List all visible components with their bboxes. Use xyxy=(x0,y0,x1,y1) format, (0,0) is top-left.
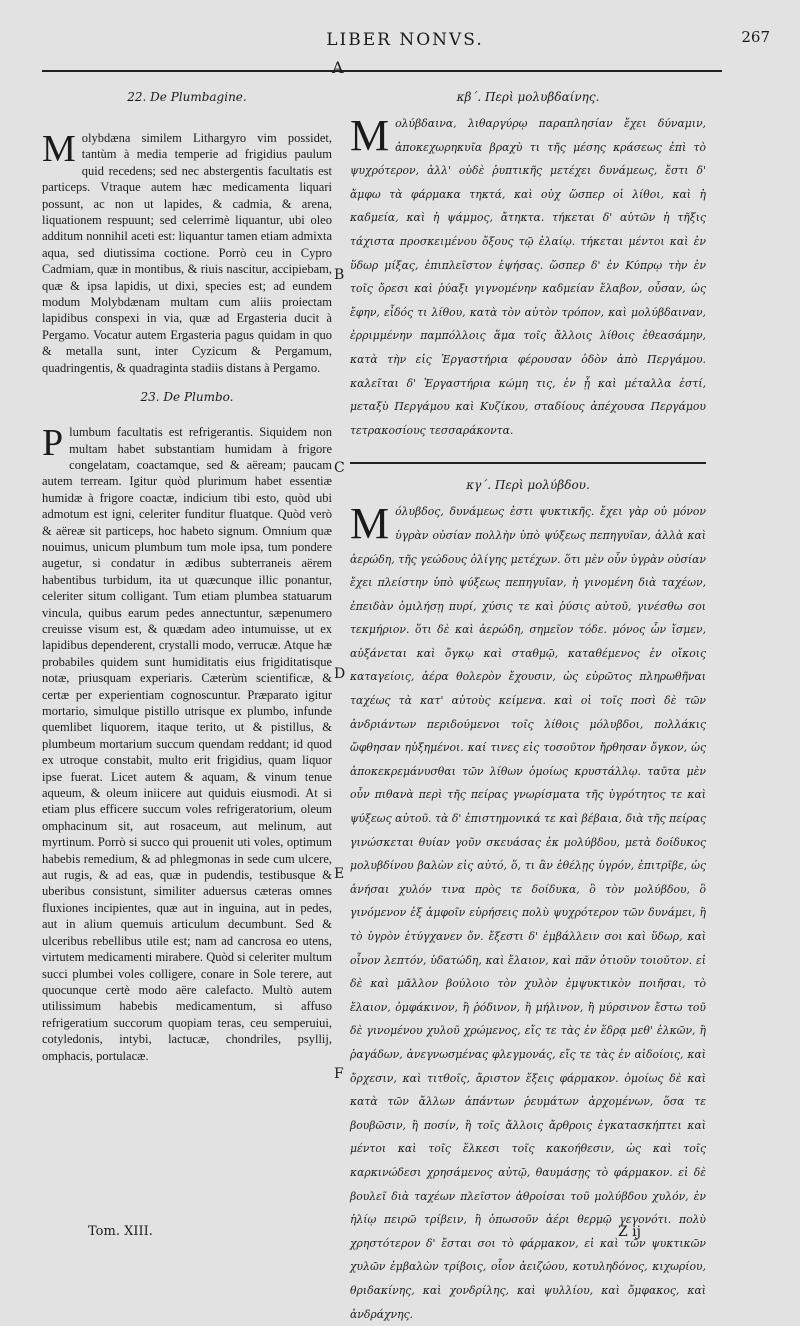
latin-section-title: 23. De Plumbo. xyxy=(140,390,234,405)
latin-section-text xyxy=(42,130,332,376)
latin-paragraph: lumbum facultatis est refrigerantis. Siquidem non multam habet substantiam humidam à frigore congelatam, coactamque, sed & aëream; paucam autem terream. Igitur quòd plurimum habet essentiæ humidæ à frigore coactæ, indicium tibi esto, quòd ubi admotum est igni, celeriter funditur fluatque. Quòd verò & aëreæ sit particeps, hoc habeto signum. Omnium quæ nouimus, unicum plumbum tum mole ipsa, tum pondere augetur, si condatur in ædibus subterraneis aërem habentibus turbidum, ita ut quæcunque illic ponantur, celeriter situm colligant. Tum etiam plumbea statuarum vincula, quibus earum pedes annectuntur, sæpenumero creuisse visum est, & quædam adeo intumuisse, ut ex lapidibus dependerent, crystalli modo, verrucæ. Atque hæ probabiles quidem sunt humiditatis eius frigiditatisque notæ, priusquam experiaris. Cæterùm scientificæ, & certæ per experientiam cognoscuntur. Præparato igitur mortario, simulque pistillo utrisque ex plumbo, infunde quemlibet liquorem, itaque terito, ut & pistillus, & plumbeum mortarium succum quendam reddant; id quod ex utroque constabit, multo erit frigidius, quam liquor ipse fuerat. Licet autem & aquam, & vinum tenue aqueum, & oleum iniicere aut quiduis eiusmodi. At si etiam plus efficere succum voles refrigeratorium, oleum omphacinum sit, aut rosaceum, aut melinum, aut myrtinum. Porrò si succo qui prouenit uti voles, optimum habebis remedium, & ad phlegmonas in sede cum ulcere, aut rugis, & ad eas, quæ in pudendis, testibusque & uberibus consistunt, similiter aduersus cæteras omnes fluxiones incipientes, quæ aut in inguina, aut in pedes, aut in alium quemuis articulum decumbunt. Sed & ulceribus rebellibus utile est; nam ad cancrosa eo utens, virtutem medicamenti mirabere. Quòd si celeriter multum succi plumbei voles colligere, conare in Sole terere, aut quocunque certè modo aëre calefacto. Multò autem utilissimum habebis medicamentum, si affuso refrigeratium succorum quopiam teras, ceu semperuiui, cotyledonis, intybi, lactucæ, chondriles, psyllij, omphacis, portulacæ. xyxy=(42,425,332,1063)
drop-cap: P xyxy=(42,422,64,465)
page-number: 267 xyxy=(741,28,770,46)
drop-cap: Μ xyxy=(350,499,390,549)
margin-letter-d: D xyxy=(334,666,346,682)
greek-section-title: κγ΄. Περὶ μολύβδου. xyxy=(466,478,590,493)
latin-paragraph: olybdæna similem Lithargyro vim possidet, tantùm à media temperie ad frigidius paulum quid recedens; sed nec abstergentis facultatis est particeps. Vtraque autem hæc medicamenta liquari possunt, ac non ut lapides, & cadmia, & arena, liquationem respuunt; sed celerrimè liquantur, ubi oleo additum nonnihil aceti est: liquantur tamen etiam admixta aqua, sed diutissima coctione. Porrò ceu in Cypro Cadmiam, quæ in montibus, & riuis nascitur, accipiebam, quæ & ipsa lapidis, ut dixi, species est; ad eundem modum Molybdænam multam cum aliis proiectam lapidibus conspexi in via, quæ ad Ergasteria ducit à Pergamo. Vocatur autem Ergasteria pagus quidam in quo & metalla sunt, inter Cyzicum & Pergamum, quadringentis, & quadraginta stadiis distans à Pergamo. xyxy=(42,131,332,375)
greek-column xyxy=(350,90,706,1326)
margin-letter-f: F xyxy=(334,1066,344,1082)
greek-section-text xyxy=(350,500,706,1326)
greek-section-title: κβ΄. Περὶ μολυβδαίνης. xyxy=(456,90,600,104)
section-rule xyxy=(350,462,706,464)
greek-paragraph: ολύβδαινα, λιθαργύρῳ παραπλησίαν ἔχει δύναμιν, ἀποκεχωρηκυῖα βραχὺ τι τῆς μέσης κράσεως ἐπὶ τὸ ψυχρότερον, ἀλλ' οὐδὲ ῥυπτικῆς μετέχει δυνάμεως, ἔστι δ' ἄμφω τὰ φάρμακα τηκτά, καὶ οὐχ ὥσπερ οἱ λίθοι, καὶ ἡ καδμεία, καὶ ἡ ψάμμος, ἄτηκτα. τήκεται δ' αὐτῶν ἡ τῆξις τάχιστα προσκειμένου ὄξους τῷ ἐλαίῳ. τήκεται μέντοι καὶ ἐν ὕδωρ μίξας, ἐπιπλεῖστον ἑψήσας. ὥσπερ δ' ἐν Κύπρῳ τὴν ἐν τοῖς ὄρεσι καὶ ῥύαξι γιγνομένην καδμείαν ἔλαβον, οὖσαν, ὡς ἔφην, εἶδός τι λίθου, κατὰ τὸν αὐτὸν τρόπον, καὶ μολύβδαιναν, ἐρριμμένην παμπόλλοις ἅμα τοῖς ἄλλοις λίθοις ἐθεασάμην, κατὰ τὴν εἰς Ἐργαστήρια φέρουσαν ὁδὸν ἀπὸ Περγάμου. καλεῖται δ' Ἐργαστήρια κώμη τις, ἐν ᾗ καὶ μέταλλα ἐστί, μεταξὺ Περγάμου καὶ Κυζίκου, σταδίους ἀπέχουσα Περγάμου τετρακοσίους τεσσαράκοντα. xyxy=(350,117,706,437)
greek-section-text xyxy=(350,112,706,442)
drop-cap: M xyxy=(42,128,76,170)
header-rule xyxy=(42,70,722,72)
running-head: LIBER NONVS. xyxy=(326,30,484,50)
drop-cap: Μ xyxy=(350,111,390,160)
greek-paragraph: όλυβδος, δυνάμεως ἐστι ψυκτικῆς. ἔχει γὰρ οὐ μόνον ὑγρὰν οὐσίαν πολλὴν ὑπὸ ψύξεως πεπηγυῖαν, ἀλλὰ καὶ ἀερώδη, τῆς γεώδους ὀλίγης μετέχων. ὅτι μὲν οὖν ὑγρὰν οὐσίαν ἔχει πλείστην ὑπὸ ψύξεως πεπηγυῖαν, ἡ γινομένη διὰ ταχέων, ἐπειδὰν ὁμιλήσῃ πυρί, χύσις τε καὶ ῥύσις αὐτοῦ, γινέσθω σοι τεκμήριον. ὅτι δὲ καὶ ἀερώδη, σημεῖον τόδε. μόνος ὧν ἴσμεν, αὐξάνεται καὶ ὄγκῳ καὶ σταθμῷ, καταθέμενος ἐν οἴκοις καταγείοις, ἀέρα θολερὸν ἔχουσιν, ὡς εὐρῶτος πληρωθῆναι ταχέως τὰ κατ' αὐτοὺς κείμενα. καὶ οἱ τοῖς ποσὶ δὲ τῶν ἀνδριάντων περιδούμενοι τοῖς λίθοις μόλυβδοι, πολλάκις ὤφθησαν ηὐξημένοι. καί τινες εἰς τοσοῦτον ἤρθησαν ὄγκον, ὡς ἀποκεκρεμάνυσθαι τῶν λίθων ὁμοίως κρυστάλλῳ. ταῦτα μὲν οὖν πιθανὰ περὶ τῆς πείρας γνωρίσματα τῆς ὑγρότητος τε καὶ ψύξεως αὐτοῦ. τὰ δ' ἐπιστημονικά τε καὶ βέβαια, διὰ τῆς πείρας γινώσκεται θυίαν γοῦν σκευάσας ἐκ μολύβδου, μετὰ δοίδυκος μολυβδίνου βαλὼν εἰς αὐτό, ὅ, τι ἂν ἐθέλῃς ὑγρόν, ἐπιτρῖβε, ὡς ἀνήσαι χυλόν τινα πρὸς τε δοίδυκα, ὃ τὸν μολύβδου, ὃ γινόμενον ἐξ ἀμφοῖν εὑρήσεις πολὺ ψυχρότερον τῶν δυνάμει, ἢ τὸ ὑγρὸν ἐτύγχανεν ὄν. ἔξεστι δ' ἐμβάλλειν σοι καὶ ὕδωρ, καὶ οἶνον λεπτόν, ὑδατώδη, καὶ ἔλαιον, καὶ πᾶν ὁτιοῦν τοιοῦτον. εἰ δὲ καὶ μᾶλλον βούλοιο τὸν χυλὸν ἐμψυκτικὸν ποιῆσαι, τὸ ἔλαιον, ὀμφάκινον, ἢ ῥόδινον, ἢ μήλινον, ἢ μύρσινον ἔστω τοῦ δὲ γινομένου χυλοῦ χρώμενος, εἴς τε τὰς ἐν ἕδρᾳ μεθ' ἑλκῶν, ἢ ῥαγάδων, ἀνεγνωσμένας φλεγμονάς, εἴς τε τὰς ἐν αἰδοίοις, καὶ ὄρχεσιν, καὶ τιτθοῖς, ἄριστον ἕξεις φάρμακον. ὁμοίως δὲ καὶ κατὰ τῶν ἄλλων ἁπάντων ῥευμάτων ἀρχομένων, ὅσα τε βουβῶσιν, ἢ ποσίν, ἢ τοῖς ἄλλοις ἄρθροις ἐγκατασκήπτει καὶ μέντοι καὶ τοῖς ἕλκεσι τοῖς κακοήθεσιν, ὡς καὶ τοῖς καρκινώδεσι χρησάμενος αὐτῷ, θαυμάσῃς τὸ φάρμακον. εἰ δὲ βουλεῖ διὰ ταχέων πλεῖστον ἀθροίσαι τοῦ μολύβδου χυλόν, ἐν ἡλίῳ πειρῶ τρίβειν, ἢ ὁπωσοῦν ἀέρι θερμῷ γεγονότι. πολὺ χρηστότερον δ' ἔσται σοι τὸ φάρμακον, εἰ καὶ τῶν ψυκτικῶν χυλῶν ἐμβαλὼν τρίβοις, οἷον ἀειζώου, κοτυληδόνος, κιχωρίου, θριδακίνης, καὶ χονδρίλης, καὶ ψυλλίου, καὶ ὄμφακος, καὶ ἀνδράχνης. xyxy=(350,505,706,1321)
latin-section-title: 22. De Plumbagine. xyxy=(127,90,247,104)
latin-section xyxy=(42,390,332,1064)
margin-letter-a: A xyxy=(332,58,344,77)
margin-letter-c: C xyxy=(334,460,345,476)
volume-label: Tom. XIII. xyxy=(88,1224,153,1239)
margin-letter-e: E xyxy=(334,866,345,882)
latin-column xyxy=(42,90,332,1064)
latin-section-text xyxy=(42,424,332,1064)
signature-mark: Z ij xyxy=(618,1224,641,1240)
margin-letter-b: B xyxy=(334,267,345,283)
